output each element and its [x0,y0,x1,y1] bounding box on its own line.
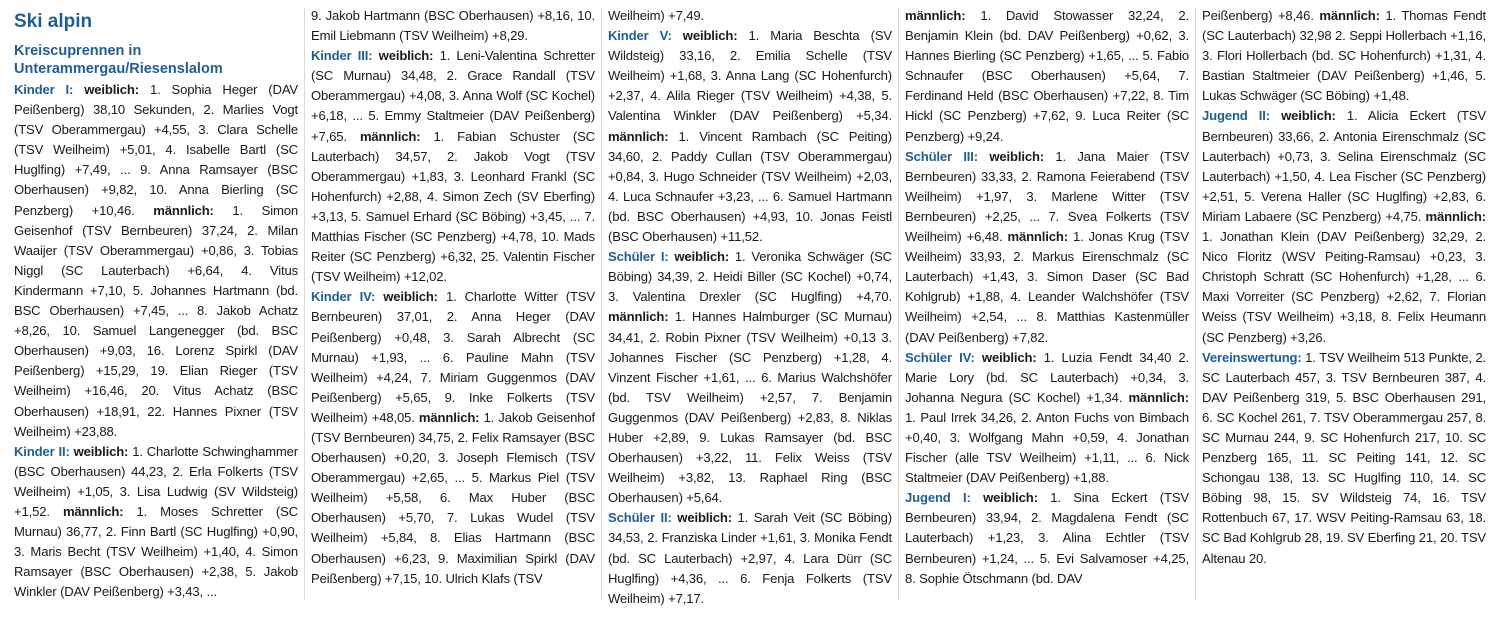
gender-label: männlich: [1007,229,1068,245]
column-3 [608,6,892,606]
results-text: 1. Sarah Veit (SC Böbing) 34,53, 2. Franziska Linder +1,61, 3. Monika Fendt (bd. SC Lauterbach) +2,97, 4. Lara Dürr (SC Huglfing) +4,36, ... 6. Fenja Folkerts (TSV Weilheim) +7,17. [608,510,892,606]
results-paragraph [1202,348,1486,569]
column-5 [1202,6,1486,606]
results-paragraph [14,442,298,603]
results-paragraph [1202,6,1486,106]
results-text: 1. Paul Irrek 34,26, 2. Anton Fuchs von Bimbach +0,40, 3. Wolfgang Mahn +0,59, 4. Jonathan Fischer (alle TSV Weilheim) +1,11, ... 6. Nick Staltmeier (DAV Peißenberg) +1,88. [905,409,1189,486]
gender-label: männlich: [608,309,669,325]
category-heading: Jugend I: [905,490,971,506]
results-paragraph [14,80,298,442]
column-divider [601,8,602,600]
category-heading: Kinder II: [14,443,70,459]
gender-label: weiblich: [1281,108,1336,124]
gender-label: männlich: [608,128,669,144]
category-heading: Vereinswertung: [1202,349,1302,365]
category-heading: Schüler II: [608,510,672,526]
results-text: 1. Hannes Halmburger (SC Murnau) 34,41, 2. Robin Pixner (TSV Weilheim) +0,13 3. Johannes Fischer (SC Penzberg) +1,28, 4. Vinzent Fischer +1,61, ... 6. Marius Walchshöfer (bd. TSV Weilheim) +2,57, 7. Benjamin Guggenmos (DAV Peißenberg) +2,83, 8. Niklas Huber +2,89, 9. Lukas Ramsayer (bd. BSC Oberhausen) +3,22, 11. Felix Weiss (TSV Weilheim) +3,82, 13. Raphael Ring (BSC Oberhausen) +5,64. [608,309,892,506]
results-text: 1. Thomas Fendt (SC Lauterbach) 32,98 2. Seppi Hollerbach +1,16, 3. Flori Hollerbach (bd. SC Hohenfurch) +1,31, 4. Bastian Staltmeier (DAV Peißenberg) +1,46, 5. Lukas Schwäger (SC Böbing) +1,48. [1202,8,1486,104]
gender-label: männlich: [905,8,966,23]
results-paragraph [1202,106,1486,347]
category-heading: Kinder III: [311,48,373,64]
column-divider [304,8,305,600]
results-text: 1. Jonas Krug (TSV Weilheim) 33,93, 2. Markus Eirenschmalz (SC Lauterbach) +1,43, 3. Simon Daser (SC Bad Kohlgrub) +1,88, 4. Leander Walchshöfer (TSV Weilheim) +2,54, ... 8. Matthias Kastenmüller (DAV Peißenberg) +7,82. [905,229,1189,345]
results-paragraph [608,6,892,26]
section-title: Ski alpin [14,11,93,32]
results-paragraph [311,46,595,287]
results-paragraph [311,287,595,588]
results-text: 1. Fabian Schuster (SC Lauterbach) 34,57, 2. Jakob Vogt (TSV Oberammergau) +1,83, 3. Leonhard Frankl (SC Hohenfurch) +2,88, 4. Simon Zech (SV Eberfing) +3,13, 5. Samuel Erhard (SC Böbing) +3,45, ... 7. Matthias Fischer (SC Penzberg) +4,78, 10. Mads Reiter (SC Penzberg) +6,32, 25. Valentin Fischer (TSV Weilheim) +12,02. [311,128,595,285]
category-heading: Schüler III: [905,148,978,164]
results-text: Weilheim) +7,49. [608,8,704,23]
results-text: Peißenberg) +8,46. [1202,8,1314,23]
gender-label: weiblich: [383,289,438,305]
gender-label: weiblich: [989,148,1045,164]
column-body [905,6,1189,589]
article [14,6,1498,606]
results-text: 1. Leni-Valentina Schretter (SC Murnau) 34,48, 2. Grace Randall (TSV Oberammergau) +4,08, 3. Anna Wolf (SC Kochel) +6,18, ... 5. Emmy Staltmeier (DAV Peißenberg) +7,65. [311,48,595,144]
gender-label: männlich: [153,202,214,218]
results-text: 1. Sina Eckert (TSV Bernbeuren) 33,94, 2. Magdalena Fendt (SC Lauterbach) +1,23, 3. Alina Echtler (TSV Bernbeuren) +1,24, ... 5. Evi Salvamoser +4,25, 8. Sophie Ötschmann (bd. DAV [905,490,1189,586]
column-body [311,6,595,589]
gender-label: männlich: [62,503,124,519]
gender-label: weiblich: [983,490,1038,506]
column-1 [14,6,298,606]
gender-label: männlich: [1319,8,1380,23]
column-2 [311,6,595,606]
results-paragraph [608,508,892,606]
category-heading: Kinder I: [14,82,74,97]
gender-label: weiblich: [378,48,434,64]
results-paragraph [905,488,1189,588]
gender-label: weiblich: [682,28,738,44]
column-divider [898,8,899,600]
results-paragraph [905,147,1189,348]
column-divider [1195,8,1196,600]
results-text: 1. Vincent Rambach (SC Peiting) 34,60, 2. Paddy Cullan (TSV Oberammergau) +0,84, 3. Hugo Schneider (TSV Weilheim) +2,03, 4. Luca Schnaufer +3,23, ... 6. Samuel Hartmann (bd. BSC Oberhausen) +4,93, 10. Jonas Feistl (BSC Oberhausen) +11,52. [608,128,892,245]
gender-label: männlich: [359,128,421,144]
results-paragraph [608,247,892,508]
results-text: 1. Simon Geisenhof (TSV Bernbeuren) 37,24, 2. Milan Waaijer (TSV Oberammergau) +0,86, 3. Tobias Niggl (SC Lauterbach) +6,64, 4. Vitus Kindermann +7,10, 5. Johannes Hartmann (bd. BSC Oberhausen) +7,45, ... 8. Jakob Achatz +8,26, 10. Samuel Langenegger (bd. BSC Oberhausen) +9,03, 16. Lorenz Spirkl (DAV Peißenberg) +15,29, 19. Elian Rieger (TSV Weilheim) +16,46, 20. Vitus Achatz (BSC Oberhausen) +18,91, 22. Hannes Pixner (TSV Weilheim) +23,88. [14,202,298,439]
results-text: 1. Jakob Geisenhof (TSV Bernbeuren) 34,75, 2. Felix Ramsayer (BSC Oberhausen) +0,20, 3. Joseph Flemisch (TSV Oberammergau) +2,65, ... 5. Markus Piel (TSV Weilheim) +5,58, 6. Max Huber (BSC Oberhausen) +5,70, 7. Lukas Wudel (TSV Weilheim) +5,84, 8. Elias Hartmann (BSC Oberhausen) +6,23, 9. Maximilian Spirkl (DAV Peißenberg) +7,15, 10. Ulrich Klafs (TSV [311,409,595,586]
results-paragraph [905,6,1189,147]
results-text: 1. Luzia Fendt 34,40 2. Marie Lory (bd. SC Lauterbach) +0,34, 3. Johanna Negura (SC Kochel) +1,34. [905,349,1189,405]
category-heading: Jugend II: [1202,108,1270,124]
results-text: 1. Sophia Heger (DAV Peißenberg) 38,10 Sekunden, 2. Marlies Vogt (TSV Oberammergau) +4,55, 3. Clara Schelle (TSV Weilheim) +5,01, 4. Isabelle Bartl (SC Huglfing) +7,49, ... 9. Anna Ramsayer (BSC Oberhausen) +9,82, 10. Anna Bierling (SC Penzberg) +10,46. [14,82,298,218]
results-text: 1. Alicia Eckert (TSV Bernbeuren) 33,66, 2. Antonia Eirenschmalz (SC Lauterbach) +0,73, 3. Selina Eirenschmalz (SC Lauterbach) +1,50, 4. Lea Fischer (SC Penzberg) +2,51, 5. Verena Haller (SC Huglfing) +2,83, 6. Miriam Labaere (SC Penzberg) +4,75. [1202,108,1486,224]
gender-label: weiblich: [677,510,732,526]
gender-label: männlich: [418,409,480,425]
results-text: 1. Charlotte Witter (TSV Bernbeuren) 37,01, 2. Anna Heger (DAV Peißenberg) +0,48, 3. Sarah Albrecht (SC Murnau) +1,93, ... 6. Pauline Mahn (TSV Weilheim) +4,24, 7. Miriam Guggenmos (DAV Peißenberg) +5,65, 9. Inke Folkerts (TSV Weilheim) +48,05. [311,289,595,425]
article-subtitle: Kreiscuprennen in Unterammergau/Riesenslalom [14,43,223,77]
results-paragraph [608,26,892,247]
gender-label: männlich: [1128,389,1189,405]
category-heading: Kinder V: [608,28,672,44]
column-body [1202,6,1486,569]
results-paragraph [905,348,1189,489]
gender-label: weiblich: [73,443,129,459]
gender-label: weiblich: [84,82,139,97]
results-text: 1. TSV Weilheim 513 Punkte, 2. SC Lauterbach 457, 3. TSV Bernbeuren 387, 4. DAV Peißenberg 319, 5. BSC Oberhausen 291, 6. SC Kochel 261, 7. TSV Oberammergau 257, 8. SC Murnau 244, 9. SC Hohenfurch 217, 10. SC Penzberg 165, 11. SC Peiting 141, 12. SC Schongau 138, 13. SC Huglfing 110, 14. SC Böbing 98, 15. SV Wildsteig 74, 16. TSV Rottenbuch 67, 17. WSV Peiting-Ramsau 63, 18. SC Bad Kohlgrub 28, 19. SV Eberfing 21, 20. TSV Altenau 20. [1202,349,1486,566]
gender-label: weiblich: [981,349,1037,365]
results-paragraph [311,6,595,46]
results-text: 1. Charlotte Schwinghammer (BSC Oberhausen) 44,23, 2. Erla Folkerts (TSV Weilheim) +1,05, 3. Lisa Ludwig (SV Wildsteig) +1,52. [14,443,298,519]
category-heading: Schüler I: [608,249,669,265]
results-text: 9. Jakob Hartmann (BSC Oberhausen) +8,16, 10. Emil Liebmann (TSV Weilheim) +8,29. [311,8,595,44]
results-text: 1. Jana Maier (TSV Bernbeuren) 33,33, 2. Ramona Feierabend (TSV Weilheim) +1,97, 3. Marlene Witter (TSV Bernbeuren) +2,25, ... 7. Svea Folkerts (TSV Weilheim) +6,48. [905,148,1189,245]
results-text: 1. Jonathan Klein (DAV Peißenberg) 32,29, 2. Nico Floritz (WSV Peiting-Ramsau) +0,23, 3. Christoph Schratt (SC Hohenfurch) +1,28, ... 6. Maxi Vorreiter (SC Penzberg) +2,62, 7. Florian Weiss (TSV Weilheim) +3,18, 8. Felix Heumann (SC Penzberg) +3,26. [1202,229,1486,345]
category-heading: Kinder IV: [311,289,376,305]
gender-label: männlich: [1425,208,1486,224]
results-text: 1. Maria Beschta (SV Wildsteig) 33,16, 2. Emilia Schelle (TSV Weilheim) +1,68, 3. Anna Lang (SC Hohenfurch) +2,37, 4. Alila Rieger (TSV Weilheim) +4,38, 5. Valentina Winkler (DAV Peißenberg) +5,34. [608,28,892,124]
results-text: 1. Moses Schretter (SC Murnau) 36,77, 2. Finn Bartl (SC Huglfing) +0,90, 3. Maris Becht (TSV Weilheim) +1,40, 4. Simon Ramsayer (BSC Oberhausen) +2,38, 5. Jakob Winkler (DAV Peißenberg) +3,43, ... [14,503,298,600]
category-heading: Schüler IV: [905,349,975,365]
column-body [14,80,298,602]
gender-label: weiblich: [674,249,730,265]
column-body [608,6,892,606]
results-text: 1. David Stowasser 32,24, 2. Benjamin Klein (bd. DAV Peißenberg) +0,62, 3. Hannes Bierling (SC Penzberg) +1,65, ... 5. Fabio Schnaufer (BSC Oberhausen) +5,64, 7. Ferdinand Held (BSC Oberhausen) +7,22, 8. Tim Hickl (SC Penzberg) +7,62, 9. Luca Reiter (SC Penzberg) +9,24. [905,8,1189,144]
column-4 [905,6,1189,606]
results-text: 1. Veronika Schwäger (SC Böbing) 34,39, 2. Heidi Biller (SC Kochel) +0,74, 3. Valentina Drexler (SC Huglfing) +4,70. [608,249,892,305]
